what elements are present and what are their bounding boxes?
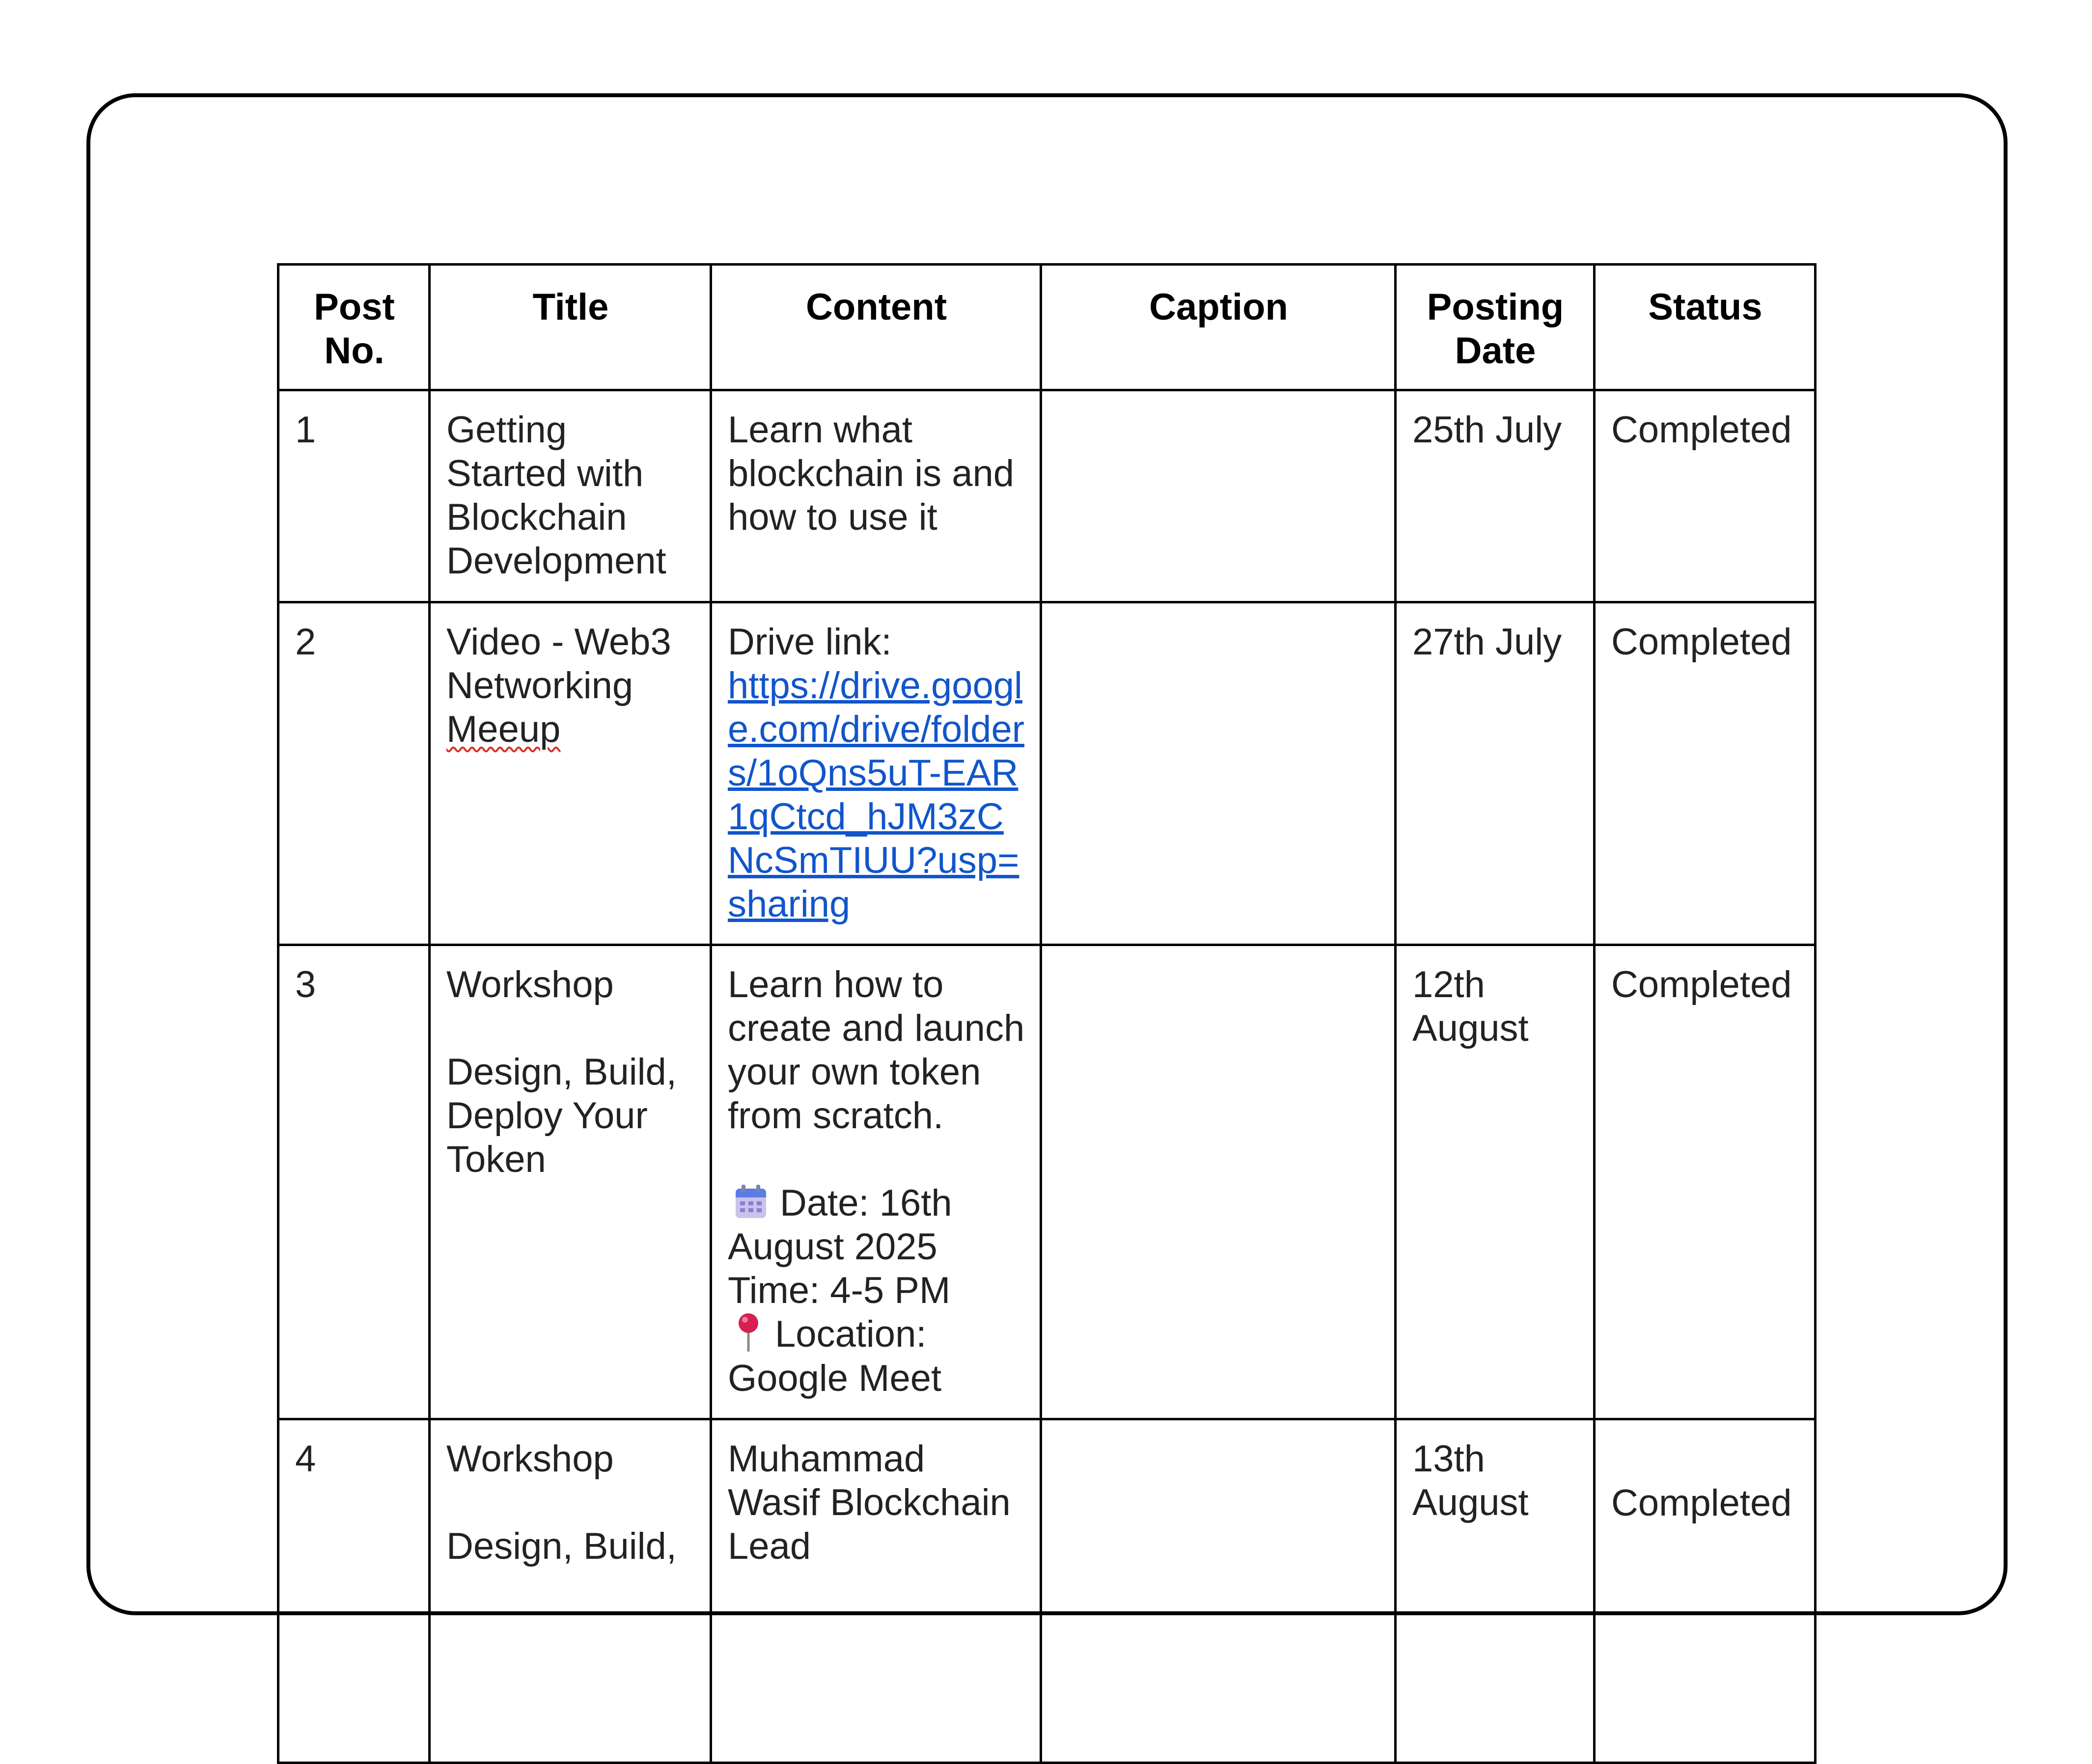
cell-title[interactable] <box>430 945 711 1419</box>
cell-posting-date[interactable]: 12th August <box>1396 945 1595 1419</box>
header-status: Status <box>1595 265 1816 390</box>
cell-caption[interactable] <box>1041 390 1396 602</box>
content-label: Drive link: <box>728 621 892 663</box>
event-time: Time: 4-5 PM <box>728 1270 951 1311</box>
cell-content[interactable]: Muhammad Wasif Blockchain Lead <box>711 1419 1041 1763</box>
cell-status[interactable]: Completed <box>1595 390 1816 602</box>
header-caption: Caption <box>1041 265 1396 390</box>
cell-post-no[interactable]: 4 <box>278 1419 430 1763</box>
cell-status[interactable]: Completed <box>1595 1419 1816 1763</box>
calendar-icon <box>735 1185 767 1219</box>
header-title: Title <box>430 265 711 390</box>
table-row <box>278 1419 1816 1763</box>
cell-content[interactable] <box>711 945 1041 1419</box>
cell-posting-date[interactable]: 25th July <box>1396 390 1595 602</box>
cell-caption[interactable] <box>1041 1419 1396 1763</box>
cell-posting-date[interactable]: 13th August <box>1396 1419 1595 1763</box>
cell-title[interactable] <box>430 602 711 945</box>
cell-caption[interactable] <box>1041 602 1396 945</box>
cell-content[interactable] <box>711 602 1041 945</box>
round-pushpin-icon <box>735 1312 762 1352</box>
table-row <box>278 602 1816 945</box>
content-intro: Learn how to create and launch your own token from scratch. <box>728 964 1025 1137</box>
drive-link[interactable]: https://drive.google.com/drive/folders/1oQns5uT-EAR1qCtcd_hJM3zCNcSmTIUU?usp=sharing <box>728 665 1025 925</box>
table-header-row <box>278 265 1816 390</box>
cell-post-no[interactable]: 1 <box>278 390 430 602</box>
content-calendar-table <box>277 263 1817 1764</box>
misspelled-word: Meeup <box>446 708 561 750</box>
title-subtext: Design, Build, Deploy Your Token <box>446 1051 677 1180</box>
cell-caption[interactable] <box>1041 945 1396 1419</box>
cell-title[interactable]: Getting Started with Blockchain Development <box>430 390 711 602</box>
cell-post-no[interactable]: 2 <box>278 602 430 945</box>
table-row <box>278 390 1816 602</box>
cell-status[interactable]: Completed <box>1595 602 1816 945</box>
cell-content[interactable]: Learn what blockchain is and how to use it <box>711 390 1041 602</box>
event-location: Location: Google Meet <box>728 1313 942 1399</box>
title-text: Workshop <box>446 964 614 1005</box>
header-post-no: Post No. <box>278 265 430 390</box>
title-text: Video - Web3 Networking <box>446 621 671 706</box>
cell-title[interactable] <box>430 1419 711 1763</box>
cell-posting-date[interactable]: 27th July <box>1396 602 1595 945</box>
title-text: Workshop <box>446 1438 614 1480</box>
header-content: Content <box>711 265 1041 390</box>
header-posting-date: Posting Date <box>1396 265 1595 390</box>
cell-post-no[interactable]: 3 <box>278 945 430 1419</box>
event-date: Date: 16th August 2025 <box>728 1182 952 1268</box>
cell-status[interactable]: Completed <box>1595 945 1816 1419</box>
title-subtext: Design, Build, <box>446 1525 677 1567</box>
table-row <box>278 945 1816 1419</box>
